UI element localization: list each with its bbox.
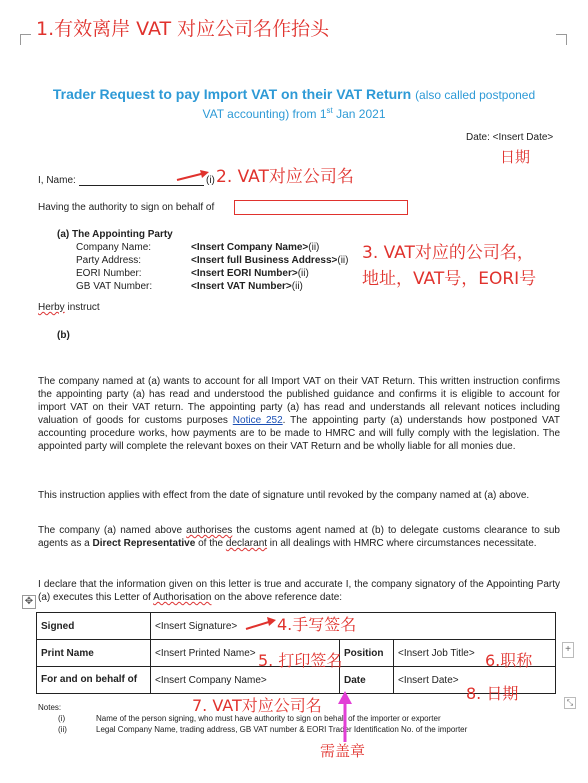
title-sup: st: [326, 106, 333, 115]
field-row: [76, 267, 348, 280]
p4-text-b: on the above reference date:: [211, 592, 343, 603]
field-label: GB VAT Number:: [76, 281, 153, 292]
p1-text-a: The company named at (a) wants to account for all Import VAT on their VAT Return. This written instruction confirms the appointing party (a) has read and understood the published guidance and confirms it is eligible to account for import VAT on their VAT return. The appointing party (a) has read and understands all relevant notices including valuation of goods for customs purposes: [38, 376, 560, 426]
p3-direct-rep: Direct Representative: [92, 538, 196, 549]
herby-instruct: [38, 301, 100, 314]
field-label: Party Address:: [76, 255, 142, 266]
print-name-label: Print Name: [37, 640, 151, 667]
field-value[interactable]: <Insert full Business Address>: [191, 255, 338, 266]
behalf-value[interactable]: <Insert Company Name>: [151, 667, 340, 694]
notes-title: Notes:: [38, 703, 62, 712]
annotation-table-date: 8. 日期: [466, 684, 519, 703]
paragraph-2: This instruction applies with effect from the date of signature until revoked by the company named at (a) above.: [38, 490, 530, 501]
title-paren: (also called postponed: [415, 88, 536, 102]
annotation-details-line2: 地址，VAT号，EORI号: [362, 269, 537, 289]
date-value[interactable]: <Insert Date>: [394, 667, 556, 694]
date-label: Date: [340, 667, 394, 694]
position-value[interactable]: <Insert Job Title>: [394, 640, 556, 667]
field-note: (ii): [297, 268, 309, 279]
annotation-details-line1: 3. VAT对应的公司名，: [362, 243, 534, 263]
title-line2-text: VAT accounting) from 1: [202, 107, 327, 121]
notes-list: [58, 713, 467, 735]
p3-text-b: the customs agent named at (b) to delegate customs clearance to sub agents as a: [38, 525, 560, 549]
signed-label: Signed: [37, 613, 151, 640]
authority-label: Having the authority to sign on behalf of: [38, 202, 215, 213]
p3-text-d: in all dealings with HMRC where circumstances necessitate.: [267, 538, 537, 549]
field-value[interactable]: <Insert VAT Number>: [191, 281, 292, 292]
position-label: Position: [340, 640, 394, 667]
fields-block: [76, 241, 348, 293]
field-row: [76, 241, 348, 254]
p3-authorises: authorises: [186, 525, 233, 536]
section-a-heading: (a) The Appointing Party: [57, 229, 173, 240]
note-num: (i): [58, 714, 66, 723]
field-note: (ii): [308, 242, 320, 253]
signed-value[interactable]: <Insert Signature>: [151, 613, 556, 640]
annotation-print-name: 5. 打印签名: [258, 651, 343, 670]
name-label: I, Name:: [38, 175, 76, 186]
title-main: Trader Request to pay Import VAT on their VAT Return: [52, 86, 412, 102]
p4-authorisation: Authorisation: [153, 592, 212, 603]
p3-text-c: of the: [195, 538, 226, 549]
annotation-date: 日期: [500, 148, 531, 166]
date-line: Date: <Insert Date>: [466, 132, 554, 143]
table-move-handle-icon[interactable]: ✥: [22, 595, 36, 609]
note-text: Name of the person signing, who must have authority to sign on behalf of the importer or exporter: [96, 714, 441, 723]
annotation-company-details: [362, 240, 536, 292]
field-label: EORI Number:: [76, 268, 142, 279]
field-value[interactable]: <Insert Company Name>: [191, 242, 309, 253]
p3-declarant: declarant: [225, 538, 268, 549]
paragraph-1: [38, 375, 560, 453]
note-item: [58, 724, 467, 735]
annotation-job-title: 6.职称: [485, 651, 533, 670]
annotation-company-name: 2. VAT对应公司名: [216, 167, 354, 187]
notice-link[interactable]: Notice 252: [232, 415, 283, 426]
paragraph-4: [38, 578, 560, 604]
margin-mark: [556, 34, 567, 45]
add-column-icon[interactable]: +: [562, 642, 574, 658]
instruct-word: instruct: [64, 302, 100, 313]
field-value[interactable]: <Insert EORI Number>: [191, 268, 298, 279]
paragraph-3: [38, 524, 560, 550]
annotation-stamp: 需盖章: [320, 742, 366, 760]
annotation-header: 1.有效离岸 VAT 对应公司名作抬头: [36, 18, 330, 40]
field-row: [76, 254, 348, 267]
name-input-line[interactable]: [79, 185, 204, 186]
herby-word: Herby: [38, 302, 65, 313]
name-marker: (i): [206, 175, 215, 186]
stamp-arrow-icon: [335, 690, 355, 745]
margin-mark: [20, 34, 31, 45]
note-item: [58, 713, 467, 724]
p1-text-b: . The appointing party (a) understands how postponed VAT accounting procedure works, how payments are to be made to HMRC and will fully comply with the legislation. The appointed party will complete the relevant boxes on their VAT Return and be wholly liable for all monies due.: [38, 415, 560, 452]
annotation-signature: 4.手写签名: [277, 615, 357, 634]
field-label: Company Name:: [76, 242, 152, 253]
note-num: (ii): [58, 725, 67, 734]
table-resize-icon[interactable]: ⤡: [564, 697, 576, 709]
arrow-icon: [175, 168, 211, 184]
behalf-label: For and on behalf of: [37, 667, 151, 694]
arrow-icon: [244, 616, 278, 632]
field-note: (ii): [291, 281, 303, 292]
title-line2: [0, 103, 588, 122]
field-note: (ii): [337, 255, 349, 266]
field-row: [76, 280, 348, 293]
annotation-behalf-company: 7. VAT对应公司名: [192, 696, 322, 715]
document-title: [0, 85, 588, 104]
p3-text-a: The company (a) named above: [38, 525, 187, 536]
print-name-value[interactable]: <Insert Printed Name>: [151, 640, 340, 667]
p4-text-a: I declare that the information given on this letter is true and accurate I, the company signatory of the Appointing Party (a) executes this Letter of: [38, 579, 560, 603]
section-b-heading: (b): [57, 330, 70, 341]
note-text: Legal Company Name, trading address, GB VAT number & EORI Trader Identification No. of the importer: [96, 725, 468, 734]
title-end: Jan 2021: [332, 107, 386, 121]
authority-input-box[interactable]: [234, 200, 408, 215]
